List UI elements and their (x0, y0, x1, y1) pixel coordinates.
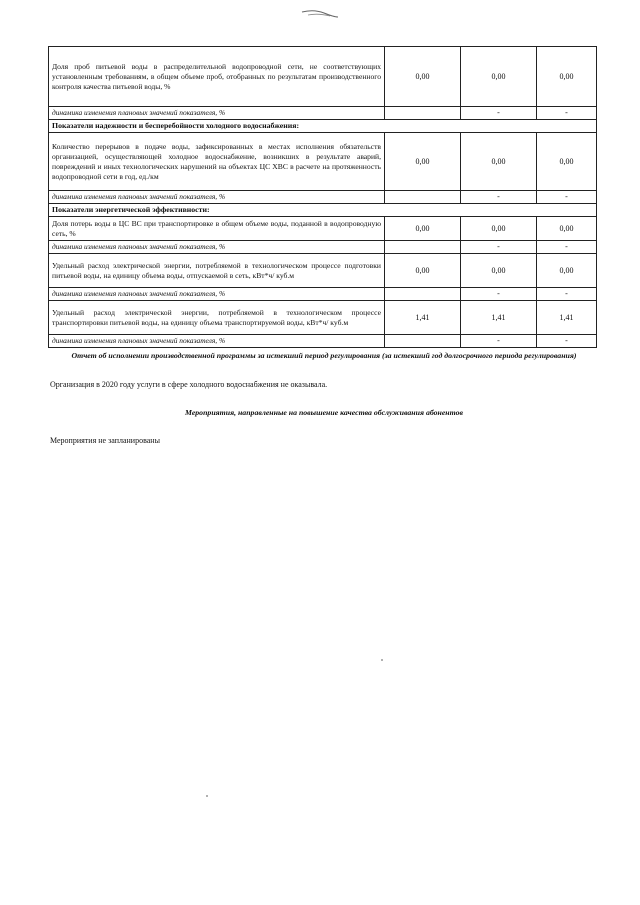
measures-heading: Мероприятия, направленные на повышение качества обслуживания абонентов (185, 408, 463, 417)
cell-value: 0,00 (385, 217, 461, 241)
cell-value: 1,41 (461, 301, 537, 335)
cell-value: 0,00 (537, 254, 597, 288)
section-header-row (49, 204, 597, 217)
cell-value: 0,00 (537, 47, 597, 107)
row-label: динамика изменения плановых значений показателя, % (49, 241, 385, 254)
table-row (49, 133, 597, 191)
row-label: Доля потерь воды в ЦС ВС при транспортировке в общем объеме воды, поданной в водопроводную сеть, % (49, 217, 385, 241)
cell-value: - (461, 288, 537, 301)
section-title: Показатели надежности и бесперебойности холодного водоснабжения: (49, 120, 597, 133)
report-heading: Отчет об исполнении производственной программы за истекший период регулирования (за истекший год долгосрочного периода регулирования) (71, 351, 577, 360)
cell-value: 0,00 (385, 47, 461, 107)
cell-value: - (537, 288, 597, 301)
row-label: Удельный расход электрической энергии, потребляемой в технологическом процессе подготовки питьевой воды, на единицу объема воды, отпускаемой в сеть, кВт*ч/ куб.м (49, 254, 385, 288)
section-header-row (49, 120, 597, 133)
indicators-table (48, 46, 597, 348)
cell-value: - (461, 107, 537, 120)
cell-value: 0,00 (461, 254, 537, 288)
scan-speck (381, 659, 383, 661)
table-row (49, 217, 597, 241)
cell-value: 1,41 (385, 301, 461, 335)
cell-value (385, 335, 461, 348)
row-label: динамика изменения плановых значений показателя, % (49, 191, 385, 204)
cell-value: - (461, 241, 537, 254)
table-row (49, 107, 597, 120)
table-row (49, 335, 597, 348)
cell-value: - (461, 335, 537, 348)
cell-value: 0,00 (385, 254, 461, 288)
table-row (49, 288, 597, 301)
scan-speck (206, 795, 208, 797)
row-label: Доля проб питьевой воды в распределительной водопроводной сети, не соответствующих установленным требованиям, в общем объеме проб, отобранных по результатам производственного контроля качества питьевой воды, % (49, 47, 385, 107)
table-row (49, 301, 597, 335)
report-text: Организация в 2020 году услуги в сфере холодного водоснабжения не оказывала. (50, 380, 328, 389)
cell-value: 0,00 (461, 47, 537, 107)
row-label: Количество перерывов в подаче воды, зафиксированных в местах исполнения обязательств организацией, осуществляющей холодное водоснабжение, возникших в результате аварий, повреждений и иных технологических нарушений на объектах ЦС ХВС в расчете на протяженность водопроводной сети в год, ед./км (49, 133, 385, 191)
cell-value: 0,00 (385, 133, 461, 191)
table-row (49, 241, 597, 254)
row-label: динамика изменения плановых значений показателя, % (49, 335, 385, 348)
table-row (49, 254, 597, 288)
cell-value (385, 241, 461, 254)
cell-value (385, 288, 461, 301)
cell-value: - (461, 191, 537, 204)
table-row (49, 191, 597, 204)
cell-value (385, 107, 461, 120)
cell-value: 0,00 (461, 133, 537, 191)
cell-value: - (537, 107, 597, 120)
cell-value: 1,41 (537, 301, 597, 335)
cell-value: - (537, 241, 597, 254)
cell-value (385, 191, 461, 204)
section-title: Показатели энергетической эффективности: (49, 204, 597, 217)
row-label: динамика изменения плановых значений показателя, % (49, 288, 385, 301)
cell-value: 0,00 (537, 133, 597, 191)
row-label: динамика изменения плановых значений показателя, % (49, 107, 385, 120)
cell-value: 0,00 (537, 217, 597, 241)
table-row (49, 47, 597, 107)
scan-mark-icon (300, 8, 340, 20)
row-label: Удельный расход электрической энергии, потребляемой в технологическом процессе транспортировки питьевой воды, на единицу объема транспортируемой воды, кВт*ч/ куб.м (49, 301, 385, 335)
cell-value: 0,00 (461, 217, 537, 241)
cell-value: - (537, 191, 597, 204)
cell-value: - (537, 335, 597, 348)
measures-text: Мероприятия не запланированы (50, 436, 160, 445)
